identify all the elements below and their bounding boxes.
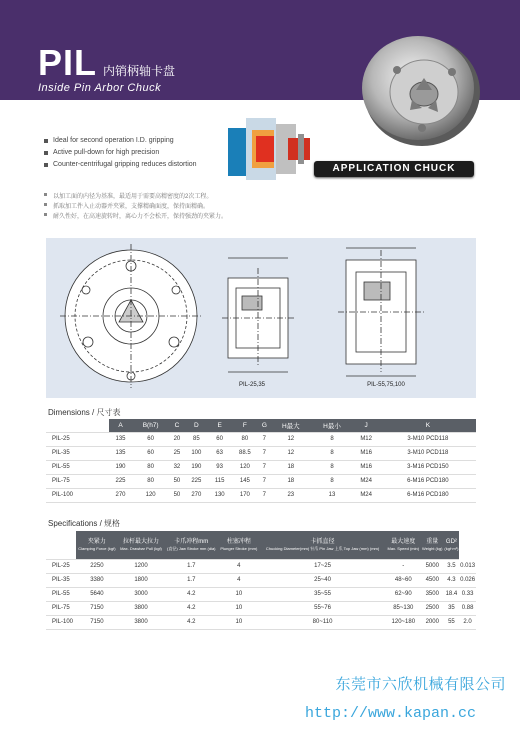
cn-feature-item: 以加工面的内径为基准，最适用于需要高精密度的2次工程。	[44, 191, 227, 201]
column-header-en: Plunger Stroke (mm)	[220, 546, 258, 551]
cn-title: 内销柄轴卡盘	[103, 64, 176, 78]
table-cell: 3000	[118, 587, 165, 601]
table-row	[46, 446, 476, 460]
table-cell: 1800	[118, 573, 165, 587]
table-cell: 88.5	[231, 446, 258, 460]
technical-drawing	[46, 238, 476, 398]
column-header-cn: 拉杆最大拉力	[122, 538, 159, 545]
company-name: 东莞市六欣机械有限公司	[335, 676, 506, 693]
title-row	[38, 42, 175, 84]
front-view-drawing	[60, 244, 202, 388]
table-cell: -	[386, 559, 421, 573]
specifications-table	[46, 531, 476, 630]
table-cell: 4.3	[444, 573, 460, 587]
table-cell: M16	[353, 446, 380, 460]
column-header-cn: 柱塞冲程	[226, 538, 251, 545]
column-header: C	[169, 419, 185, 432]
table-body	[46, 559, 476, 629]
table-cell: 35~55	[259, 587, 385, 601]
table-cell: 145	[231, 474, 258, 488]
table-cell: 3-M10 PCD118	[380, 432, 476, 446]
table-row	[46, 432, 476, 446]
column-header	[118, 531, 165, 559]
table-cell: 25~40	[259, 573, 385, 587]
table-cell: 3800	[118, 601, 165, 615]
cn-feature-item: 耐久性好，在高速旋转时，离心力不会松开，保持强劲的夹紧力。	[44, 211, 227, 221]
table-cell: 5640	[76, 587, 118, 601]
table-cell: 62~90	[386, 587, 421, 601]
column-header: F	[231, 419, 258, 432]
table-cell: PIL-100	[46, 615, 76, 629]
table-cell: 8	[311, 432, 352, 446]
table-cell: 0.013	[459, 559, 476, 573]
table-cell: 10	[218, 601, 259, 615]
table-cell: 0.33	[459, 587, 476, 601]
table-cell: 7150	[76, 615, 118, 629]
table-cell: 3.5	[444, 559, 460, 573]
column-header	[46, 531, 76, 559]
table-cell: PIL-25	[46, 432, 109, 446]
table-cell: 80~110	[259, 615, 385, 629]
table-cell: 85	[185, 432, 208, 446]
table-cell: 18.4	[444, 587, 460, 601]
column-header-en: (kgf·m²)	[444, 546, 459, 551]
table-cell: 10	[218, 615, 259, 629]
table-cell: 135	[109, 432, 132, 446]
table-cell: 8	[311, 474, 352, 488]
table-cell: PIL-55	[46, 587, 76, 601]
table-cell: 270	[185, 488, 208, 502]
table-cell: 10	[218, 587, 259, 601]
table-cell: 12	[270, 446, 311, 460]
table-cell: 120	[231, 460, 258, 474]
table-cell: 48~60	[386, 573, 421, 587]
column-header-en: Max. Speed (min)	[387, 546, 420, 551]
table-cell: 32	[169, 460, 185, 474]
table-cell: 20	[169, 432, 185, 446]
column-header	[46, 419, 109, 432]
table-cell: 135	[109, 446, 132, 460]
table-cell: 0.026	[459, 573, 476, 587]
table-row	[46, 460, 476, 474]
feature-item: Counter-centrifugal gripping reduces distortion	[44, 161, 197, 173]
table-cell: 4500	[421, 573, 444, 587]
table-cell: M12	[353, 432, 380, 446]
feature-item: Ideal for second operation I.D. gripping	[44, 137, 197, 149]
table-cell: 1.7	[164, 559, 218, 573]
table-cell: M24	[353, 488, 380, 502]
table-cell: 7	[258, 432, 270, 446]
table-cell: 18	[270, 474, 311, 488]
table-cell: 25	[169, 446, 185, 460]
table-row	[46, 601, 476, 615]
column-header: K	[380, 419, 476, 432]
table-cell: 80	[132, 474, 169, 488]
dimensions-title: Dimensions / 尺寸表	[48, 408, 121, 417]
table-cell: 7	[258, 460, 270, 474]
table-cell: 4	[218, 573, 259, 587]
table-row	[46, 587, 476, 601]
table-cell: 55	[444, 615, 460, 629]
table-cell: 23	[270, 488, 311, 502]
table-cell: 8	[311, 446, 352, 460]
table-cell: 130	[208, 488, 231, 502]
table-body	[46, 432, 476, 502]
column-header	[76, 531, 118, 559]
feature-list	[44, 137, 197, 173]
column-header-en: Max. Drawbar Pull (kgf)	[120, 546, 162, 551]
table-row	[46, 488, 476, 502]
column-header: H最大	[270, 419, 311, 432]
cn-feature-item: 抓取加工件入止动器并夹紧，支撑精确面度，保持面精确。	[44, 201, 227, 211]
table-cell: 3-M10 PCD118	[380, 446, 476, 460]
table-cell: 80	[231, 432, 258, 446]
table-cell: 12	[270, 432, 311, 446]
table-row	[46, 559, 476, 573]
table-cell: 2000	[421, 615, 444, 629]
table-row	[46, 573, 476, 587]
table-cell: 13	[311, 488, 352, 502]
table-cell: 170	[231, 488, 258, 502]
table-cell: 63	[208, 446, 231, 460]
table-cell: 6-M16 PCD180	[380, 488, 476, 502]
company-url[interactable]: http://www.kapan.cc	[304, 705, 476, 722]
table-cell: 18	[270, 460, 311, 474]
application-chuck-banner: APPLICATION CHUCK	[314, 161, 474, 177]
table-header-row	[46, 531, 476, 559]
table-cell: PIL-75	[46, 601, 76, 615]
side-view-small	[222, 258, 296, 372]
table-cell: 4.2	[164, 615, 218, 629]
table-cell: M16	[353, 460, 380, 474]
table-cell: 7150	[76, 601, 118, 615]
chuck-product-image	[352, 30, 482, 150]
table-cell: 93	[208, 460, 231, 474]
column-header: B(h7)	[132, 419, 169, 432]
column-header	[164, 531, 218, 559]
table-cell: M24	[353, 474, 380, 488]
table-cell: 60	[132, 446, 169, 460]
table-row	[46, 615, 476, 629]
column-header	[218, 531, 259, 559]
table-cell: 190	[109, 460, 132, 474]
table-cell: 2500	[421, 601, 444, 615]
table-cell: 190	[185, 460, 208, 474]
feature-item: Active pull-down for high precision	[44, 149, 197, 161]
table-cell: 5000	[421, 559, 444, 573]
column-header-cn: 夹紧力	[87, 538, 106, 545]
table-cell: 3-M16 PCD150	[380, 460, 476, 474]
dimensions-table	[46, 419, 476, 503]
column-header: D	[185, 419, 208, 432]
column-header	[421, 531, 444, 559]
column-header: G	[258, 419, 270, 432]
table-cell: PIL-35	[46, 573, 76, 587]
table-cell: 1.7	[164, 573, 218, 587]
cross-section-illustration	[226, 110, 316, 185]
table-cell: 120~180	[386, 615, 421, 629]
table-cell: 1200	[118, 559, 165, 573]
table-cell: 8	[311, 460, 352, 474]
table-cell: 50	[169, 474, 185, 488]
table-cell: 85~130	[386, 601, 421, 615]
table-cell: 17~25	[259, 559, 385, 573]
column-header-en: Chucking Diameter(mm) 针爪 Pin Jaw 上爪 Top Jaw (mm) (mm)	[265, 546, 380, 551]
column-header-cn: GD²	[445, 538, 457, 545]
column-header-en: (直径) Jaw Stroke mm (dia)	[167, 546, 216, 551]
column-header	[444, 531, 460, 559]
table-cell: 35	[444, 601, 460, 615]
table-cell: 2250	[76, 559, 118, 573]
table-cell: 3800	[118, 615, 165, 629]
drawing-label-left: PIL-25,35	[238, 382, 266, 388]
column-header: J	[353, 419, 380, 432]
en-title: Inside Pin Arbor Chuck	[38, 82, 162, 94]
table-header-row	[46, 419, 476, 432]
specifications-title: Specifications / 规格	[48, 519, 121, 528]
table-cell: 60	[132, 432, 169, 446]
column-header: E	[208, 419, 231, 432]
table-row	[46, 474, 476, 488]
table-cell: 3380	[76, 573, 118, 587]
table-cell: 225	[185, 474, 208, 488]
table-cell: 80	[132, 460, 169, 474]
table-cell: 2.0	[459, 615, 476, 629]
side-view-large	[338, 248, 424, 376]
table-cell: 3500	[421, 587, 444, 601]
table-cell: 120	[132, 488, 169, 502]
table-cell: 100	[185, 446, 208, 460]
drawing-label-right: PIL-55,75,100	[367, 382, 405, 388]
table-cell: 60	[208, 432, 231, 446]
table-cell: 4.2	[164, 601, 218, 615]
table-cell: 4.2	[164, 587, 218, 601]
column-header: H最小	[311, 419, 352, 432]
table-cell: 0.88	[459, 601, 476, 615]
table-cell: 6-M16 PCD180	[380, 474, 476, 488]
model-name: PIL	[38, 42, 98, 83]
table-cell: PIL-75	[46, 474, 109, 488]
column-header-cn: 卡抓直径	[310, 538, 335, 545]
table-cell: PIL-25	[46, 559, 76, 573]
table-cell: 7	[258, 446, 270, 460]
table-cell: 4	[218, 559, 259, 573]
table-cell: 115	[208, 474, 231, 488]
cn-feature-list	[44, 191, 227, 221]
table-cell: PIL-35	[46, 446, 109, 460]
column-header	[386, 531, 421, 559]
column-header-en: Clamping Force (kgf)	[78, 546, 116, 551]
column-header: A	[109, 419, 132, 432]
table-cell: 225	[109, 474, 132, 488]
column-header-cn: 卡爪冲程mm	[174, 538, 209, 545]
table-cell: 7	[258, 488, 270, 502]
table-cell: 50	[169, 488, 185, 502]
table-cell: 270	[109, 488, 132, 502]
column-header-cn: 重量	[426, 538, 439, 545]
column-header	[259, 531, 385, 559]
table-cell: 55~76	[259, 601, 385, 615]
column-header-en: Weight (kg)	[422, 546, 443, 551]
table-cell: PIL-100	[46, 488, 109, 502]
table-cell: 7	[258, 474, 270, 488]
table-cell: PIL-55	[46, 460, 109, 474]
column-header-cn: 最大速度	[391, 538, 416, 545]
